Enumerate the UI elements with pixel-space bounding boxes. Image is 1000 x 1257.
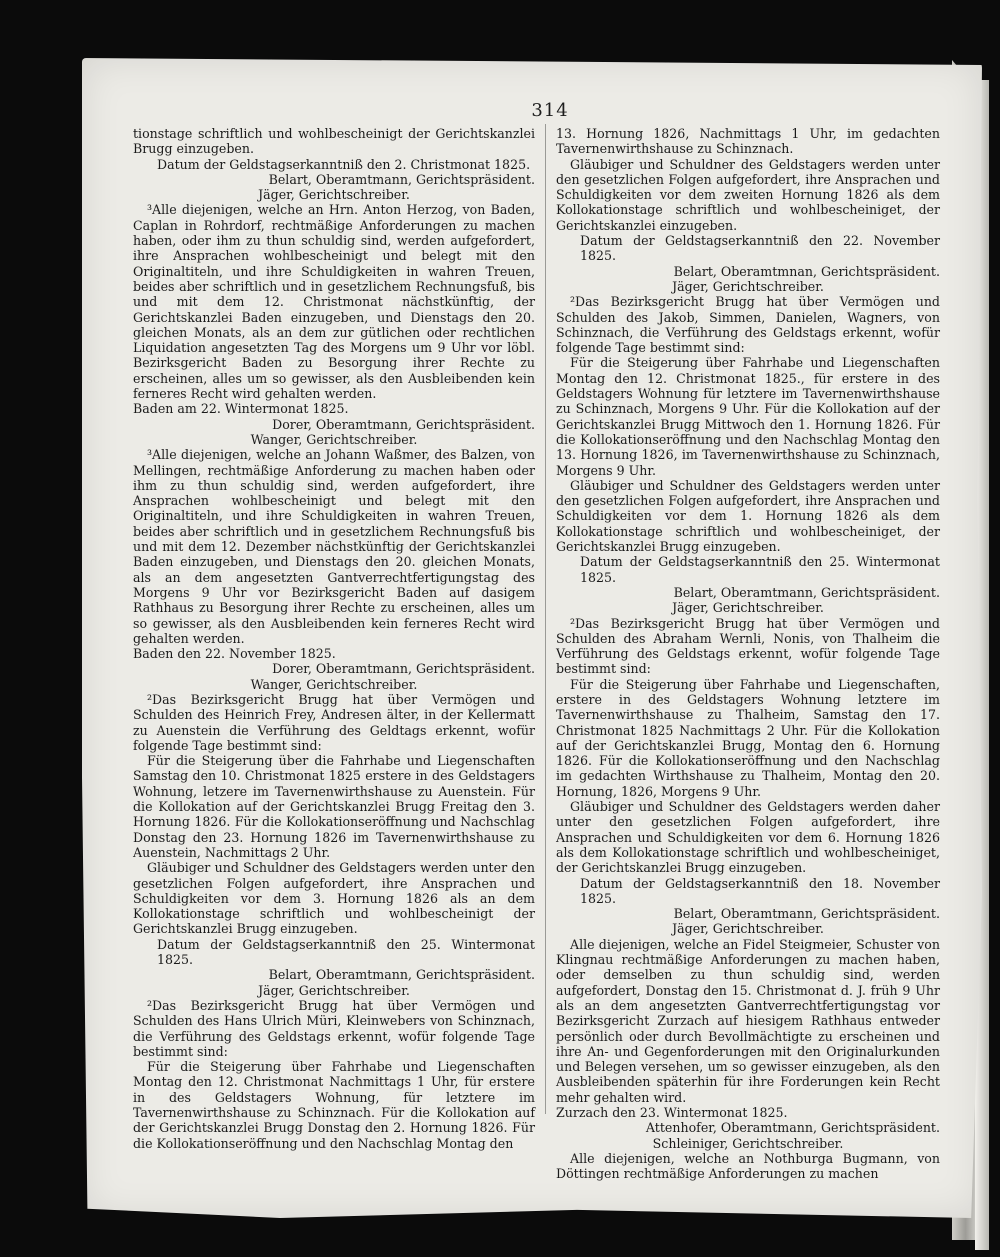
notice-paragraph: ²Das Bezirksgericht Brugg hat über Vermögen und Schulden des Hans Ulrich Müri, Kleinwebers von Schinznach, die Verführung des Geldstags erkennt, wofür folgende Tage bestimmt sind:: [133, 997, 535, 1059]
notice-line: Jäger, Gerichtschreiber.: [672, 278, 824, 294]
notice-paragraph: ²Das Bezirksgericht Brugg hat über Vermögen und Schulden des Abraham Wernli, Nonis, von Thalheim die Verführung des Geldstags erkennt, wofür folgende Tage bestimmt sind:: [556, 615, 940, 677]
notice-line: Belart, Oberamtmnan, Gerichtspräsident.: [673, 263, 940, 279]
notice-line: Wanger, Gerichtschreiber.: [250, 676, 418, 692]
notice-paragraph: Alle diejenigen, welche an Nothburga Bugmann, von Döttingen rechtmäßige Anforderungen zu machen: [556, 1150, 940, 1182]
notice-paragraph: Für die Steigerung über die Fahrhabe und Liegenschaften Samstag den 10. Christmonat 1825 erstere in des Geldstagers Wohnung, letzere im Tavernenwirthshause zu Auenstein. Für die Kollokation auf der Gerichtskanzlei Brugg Freitag den 3. Hornung 1826. Für die Kollokationseröffnung und Nachschlag Donstag den 23. Hornung 1826 im Tavernenwirthshause zu Auenstein, Nachmittags 2 Uhr.: [133, 753, 535, 860]
notice-paragraph: Gläubiger und Schuldner des Geldstagers werden daher unter den gesetzlichen Folgen aufgefordert, ihre Ansprachen und Schuldigkeiten vor dem 6. Hornung 1826 als dem Kollokationstage schriftlich und wohlbescheiniget, der Gerichtskanzlei Brugg einzugeben.: [556, 799, 940, 876]
notice-paragraph: Alle diejenigen, welche an Fidel Steigmeier, Schuster von Klingnau rechtmäßige Anforderungen zu machen haben, oder demselben zu thun schuldig sind, werden aufgefordert, Donstag den 15. Christmonat d. J. früh 9 Uhr als an dem angesetzten Gantverrechtfertigungstag vor Bezirksgericht Zurzach auf hiesigem Rathhaus entweder persönlich oder durch Bevollmächtigte zu erscheinen und ihre An- und Gegenforderungen mit den Originalurkunden und Belegen versehen, um so gewisser einzugeben, als den Ausbleibenden späterhin für ihre Forderungen kein Recht mehr gehalten wird.: [556, 936, 940, 1105]
notice-line: Belart, Oberamtmann, Gerichtspräsident.: [673, 906, 940, 922]
notice-line: Schleiniger, Gerichtschreiber.: [652, 1135, 844, 1151]
notice-line: Belart, Oberamtmann, Gerichtspräsident.: [673, 584, 940, 600]
notice-paragraph: Gläubiger und Schuldner des Geldstagers werden unter den gesetzlichen Folgen aufgefordert, ihre Ansprachen und Schuldigkeiten vor dem zweiten Hornung 1826 als dem Kollokationstage schriftlich und wohlbescheiniget, der Gerichtskanzlei einzugeben.: [556, 156, 940, 233]
notice-paragraph: tionstage schriftlich und wohlbescheinigt der Gerichtskanzlei Brugg einzugeben.: [133, 126, 535, 157]
notice-paragraph: ³Alle diejenigen, welche an Hrn. Anton Herzog, von Baden, Caplan in Rohrdorf, rechtmäßige Anforderungen zu machen haben, oder ihm zu thun schuldig sind, werden aufgefordert, ihre Ansprachen wohlbescheinigt und belegt mit den Originaltiteln, und ihre Schuldigkeiten in wahren Treuen, beides aber schriftlich und in gesetzlichem Rechnungsfuß, bis und mit dem 12. Christmonat nächstkünftig, der Gerichtskanzlei Baden einzugeben, und Dienstags den 20. gleichen Monats, als an dem zur gütlichen oder rechtlichen Liquidation angesetzten Tag des Morgens um 9 Uhr vor löbl. Bezirksgericht Baden zu Besorgung ihrer Rechte zu erscheinen, alles um so gewisser, als den Ausbleibenden kein ferneres Recht wird gehalten werden.: [133, 202, 535, 402]
notice-line: Datum der Geldstagserkanntniß den 22. November 1825.: [580, 233, 940, 264]
notice-paragraph: ³Alle diejenigen, welche an Johann Waßmer, des Balzen, von Mellingen, rechtmäßige Anforderung zu machen haben oder ihm zu thun schuldig sind, werden aufgefordert, ihre Ansprachen wohlbescheinigt und belegt mit den Originaltiteln, und ihre Schuldigkeiten in wahren Treuen, beides aber schriftlich und in gesetzlichem Rechnungsfuß bis und mit dem 12. Dezember nächstkünftig der Gerichtskanzlei Baden einzugeben, und Dienstags den 20. gleichen Monats, als an dem angesetzten Gantverrechtfertigungstag des Morgens 9 Uhr vor Bezirksgericht Baden auf dasigem Rathhaus zu Besorgung ihrer Rechte zu erscheinen, alles um so gewisser, als den Ausbleibenden kein ferneres Recht wird gehalten werden.: [133, 447, 535, 646]
notice-line: Attenhofer, Oberamtmann, Gerichtspräsident.: [645, 1120, 940, 1136]
notice-line: Dorer, Oberamtmann, Gerichtspräsident.: [272, 661, 535, 677]
notice-line: Belart, Oberamtmann, Gerichtspräsident.: [268, 171, 535, 187]
notice-line: Datum der Geldstagserkanntniß den 2. Christmonat 1825.: [157, 156, 531, 172]
notice-paragraph: Für die Steigerung über Fahrhabe und Liegenschaften Montag den 12. Christmonat 1825., für erstere in des Geldstagers Wohnung für letztere im Tavernenwirthshause zu Schinznach, Morgens 9 Uhr. Für die Kollokation auf der Gerichtskanzlei Brugg Mittwoch den 1. Hornung 1826. Für die Kollokationseröffnung und den Nachschlag Montag den 13. Hornung 1826, im Tavernenwirthshause zu Schinznach, Morgens 9 Uhr.: [556, 355, 940, 478]
notice-line: Datum der Geldstagserkanntniß den 25. Wintermonat 1825.: [157, 936, 535, 968]
notice-line: Datum der Geldstagserkanntniß den 25. Wintermonat 1825.: [580, 554, 940, 585]
notice-line: Jäger, Gerichtschreiber.: [672, 921, 824, 937]
notice-line: Baden den 22. November 1825.: [133, 646, 336, 662]
notice-line: Jäger, Gerichtschreiber.: [258, 982, 410, 998]
notice-line: Baden am 22. Wintermonat 1825.: [133, 401, 349, 417]
notice-line: Wanger, Gerichtschreiber.: [250, 431, 418, 447]
notice-paragraph: Für die Steigerung über Fahrhabe und Liegenschaften, erstere in des Geldstagers Wohnung letztere im Tavernenwirthshause zu Thalheim, Samstag den 17. Christmonat 1825 Nachmittags 2 Uhr. Für die Kollokation auf der Gerichtskanzlei Brugg, Montag den 6. Hornung 1826. Für die Kollokationseröffnung und den Nachschlag im gedachten Wirthshause zu Thalheim, Montag den 20. Hornung, 1826, Morgens 9 Uhr.: [556, 676, 940, 799]
notice-paragraph: Gläubiger und Schuldner des Geldstagers werden unter den gesetzlichen Folgen aufgefordert, ihre Ansprachen und Schuldigkeiten vor dem 3. Hornung 1826 als an dem Kollokationstage schriftlich und wohlbescheinigt der Gerichtskanzlei Brugg einzugeben.: [133, 860, 535, 937]
notice-paragraph: 13. Hornung 1826, Nachmittags 1 Uhr, im gedachten Tavernenwirthshause zu Schinznach.: [556, 126, 940, 157]
notice-paragraph: Gläubiger und Schuldner des Geldstagers werden unter den gesetzlichen Folgen aufgefordert, ihre Ansprachen und Schuldigkeiten vor dem 1. Hornung 1826 als dem Kollokationstage schriftlich und wohlbescheiniget, der Gerichtskanzlei Brugg einzugeben.: [556, 477, 940, 555]
left-column: [133, 126, 535, 1151]
page-number: 314: [531, 100, 569, 121]
notice-line: Dorer, Oberamtmann, Gerichtspräsident.: [272, 416, 535, 432]
notice-paragraph: ²Das Bezirksgericht Brugg hat über Vermögen und Schulden des Jakob, Simmen, Danielen, Wagners, von Schinznach, die Verführung des Geldstags erkennt, wofür folgende Tage bestimmt sind:: [556, 294, 940, 356]
notice-line: Jäger, Gerichtschreiber.: [258, 187, 410, 203]
right-column: [556, 126, 940, 1181]
notice-line: Belart, Oberamtmann, Gerichtspräsident.: [268, 967, 535, 983]
notice-paragraph: ²Das Bezirksgericht Brugg hat über Vermögen und Schulden des Heinrich Frey, Andresen älter, in der Kellermatt zu Auenstein die Verführung des Geldtags erkennt, wofür folgende Tage bestimmt sind:: [133, 691, 535, 753]
column-divider: [545, 124, 546, 1114]
notice-line: Datum der Geldstagserkanntniß den 18. November 1825.: [580, 875, 940, 906]
notice-line: Jäger, Gerichtschreiber.: [672, 600, 824, 616]
notice-paragraph: Für die Steigerung über Fahrhabe und Liegenschaften Montag den 12. Christmonat Nachmittags 1 Uhr, für erstere in des Geldstagers Wohnung, für letztere im Tavernenwirthshause zu Schinznach. Für die Kollokation auf der Gerichtskanzlei Brugg Donstag den 2. Hornung 1826. Für die Kollokationseröffnung und den Nachschlag Montag den: [133, 1059, 535, 1151]
notice-line: Zurzach den 23. Wintermonat 1825.: [556, 1105, 788, 1120]
